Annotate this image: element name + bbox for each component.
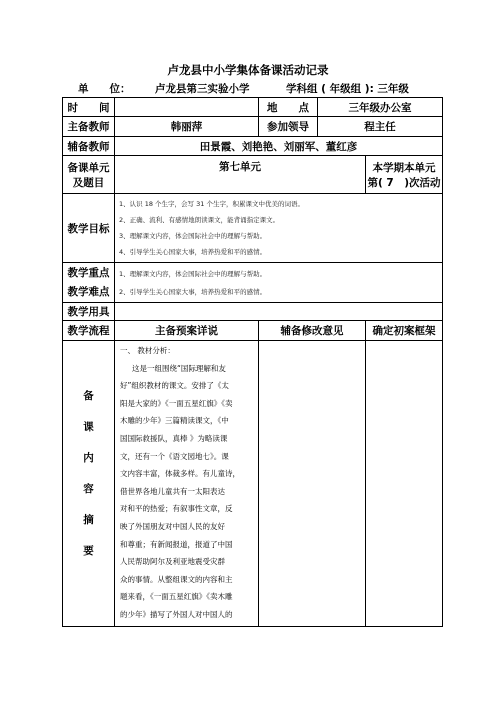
goal-item: 3、理解课文内容，体会国际社会中的理解与帮助。	[119, 232, 267, 240]
assist-value: 田景霞、刘艳艳、刘丽军、董红彦	[115, 137, 443, 156]
row-assist	[63, 137, 443, 156]
summary-label: 备 课 内 容 摘 要	[63, 341, 115, 627]
summary-edit	[259, 341, 366, 627]
place-value: 三年级办公室	[318, 98, 443, 117]
summary-line: 题来看，《一面五星红旗》《卖木雕	[120, 592, 233, 602]
goals-label: 教学目标	[63, 194, 115, 263]
row-goals	[63, 194, 443, 263]
row-time	[63, 98, 443, 117]
info-line	[70, 81, 450, 97]
summary-line: 文，还有一个《语文园地七》。课	[120, 451, 229, 461]
key-item: 1、理解课文内容，体会国际社会中的理解与帮助。	[119, 269, 267, 278]
summary-line: 映了外国朋友对中国人民的友好	[120, 521, 225, 531]
edit-label: 辅备修改意见	[259, 321, 366, 341]
plan-label: 主备预案详说	[115, 321, 259, 341]
summary-line: 一、 教材分析：	[120, 346, 175, 355]
summary-line: 阳是大家的》《一面五星红旗》《卖	[120, 398, 233, 408]
row-lead	[63, 117, 443, 137]
summary-final	[366, 341, 443, 627]
time-value	[115, 98, 259, 117]
lead-label: 主备教师	[63, 117, 115, 137]
flow-label: 教学流程	[63, 321, 115, 341]
place-label: 地 点	[259, 98, 318, 117]
goal-item: 4、引导学生关心国家大事，培养热爱和平的感情。	[119, 248, 267, 256]
summary-line: 借世界各地儿童共有一太阳表达	[120, 486, 225, 496]
unit-title-value: 第七单元	[115, 156, 366, 194]
subject-label: 学科组 ( 年级组 ): 三年级	[286, 83, 409, 95]
lead-value: 韩丽萍	[115, 117, 259, 137]
summary-line: 这是一组围绕“国际理解和友	[132, 363, 226, 373]
row-tools	[63, 303, 443, 321]
goal-item: 2、正确、流利、有感情地朗读课文，能背诵指定课文。	[119, 216, 280, 224]
tools-value	[115, 303, 443, 321]
goal-item: 1、认识 18 个生字，会写 31 个生字，积累课文中优美的词语。	[119, 200, 304, 208]
unit-value: 卢龙县第三实验小学	[155, 83, 250, 95]
keys-label: 教学重点 教学难点	[63, 263, 115, 303]
summary-line: 和尊重；有新闻报道，报道了中国	[120, 539, 233, 549]
page-title: 卢龙县中小学集体备课活动记录	[167, 63, 329, 77]
summary-line: 木雕的少年》三篇精读课文，《中	[120, 416, 229, 426]
leader-label: 参加领导	[259, 117, 318, 137]
summary-line: 好”组织教材的课文。安排了《太	[120, 381, 229, 391]
unit-label: 单 位：	[78, 83, 131, 95]
tools-label: 教学用具	[63, 303, 115, 321]
summary-line: 人民帮助阿尔及利亚地震受灾群	[120, 557, 225, 567]
record-table	[62, 97, 443, 627]
time-label: 时 间	[63, 98, 115, 117]
assist-label: 辅备教师	[63, 137, 115, 156]
row-flow-header	[63, 321, 443, 341]
leader-value: 程主任	[318, 117, 443, 137]
row-unit-title	[63, 156, 443, 194]
row-summary	[63, 341, 443, 627]
row-keys	[63, 263, 443, 303]
summary-line: 对和平的热爱；有叙事性文章，反	[120, 504, 233, 514]
final-label: 确定初案框架	[366, 321, 443, 341]
term-unit-count: 本学期本单元 第( 7 )次活动	[366, 156, 443, 194]
summary-line: 的少年》描写了外国人对中国人的	[120, 609, 233, 619]
summary-line: 国国际救援队，真棒 》为略读课	[120, 433, 228, 443]
key-item: 2、引导学生关心国家大事，培养热爱和平的感情。	[119, 287, 267, 296]
summary-line: 文内容丰富，体裁多样。有儿童诗，	[120, 469, 240, 479]
summary-line: 众的事情。从整组课文的内容和主	[120, 574, 233, 584]
unit-title-label: 备课单元 及题目	[63, 156, 115, 194]
goals-list	[115, 194, 443, 263]
keys-list	[115, 263, 443, 303]
summary-text	[115, 341, 259, 627]
